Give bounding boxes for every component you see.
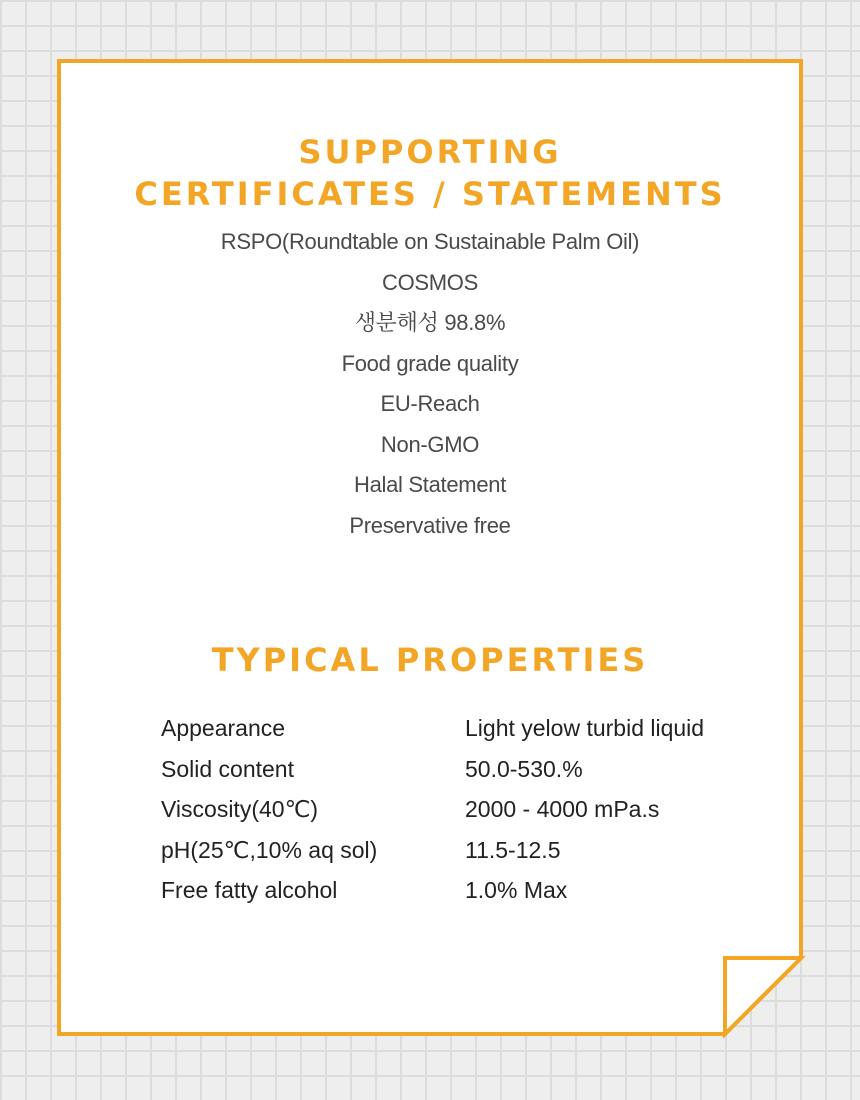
certificate-item: EU-Reach: [380, 391, 480, 416]
certificates-title-line1: SUPPORTING: [298, 133, 562, 171]
certificate-item: 생분해성 98.8%: [354, 310, 506, 335]
certificate-item: Halal Statement: [353, 472, 507, 497]
table-row: [161, 789, 704, 830]
properties-title: TYPICAL PROPERTIES: [211, 641, 649, 679]
property-value: Light yelow turbid liquid: [465, 715, 705, 741]
property-value: 11.5-12.5: [465, 836, 561, 863]
folded-corner: [725, 958, 801, 1034]
certificates-list: [0, 222, 860, 546]
certificates-title: [0, 131, 860, 215]
property-value: 50.0-530.%: [465, 755, 583, 782]
property-name: Solid content: [161, 755, 294, 782]
property-name: Free fatty alcohol: [161, 877, 338, 903]
property-name: pH(25℃,10% aq sol): [161, 836, 378, 863]
property-value: 1.0% Max: [465, 877, 568, 903]
properties-table: [161, 708, 704, 911]
property-value: 2000 - 4000 mPa.s: [465, 796, 660, 822]
property-name: Appearance: [161, 715, 286, 741]
table-row: [161, 708, 704, 749]
property-name: Viscosity(40℃): [161, 796, 319, 822]
certificate-item: Food grade quality: [341, 350, 519, 376]
certificate-item: COSMOS: [382, 269, 478, 295]
certificate-item: Preservative free: [349, 512, 511, 538]
table-row: [161, 830, 704, 871]
certificate-item: Non-GMO: [380, 431, 480, 457]
table-row: [161, 749, 704, 790]
certificates-title-line2: CERTIFICATES / STATEMENTS: [134, 175, 726, 213]
certificate-item: RSPO(Roundtable on Sustainable Palm Oil): [220, 229, 640, 254]
table-row: [161, 870, 704, 911]
